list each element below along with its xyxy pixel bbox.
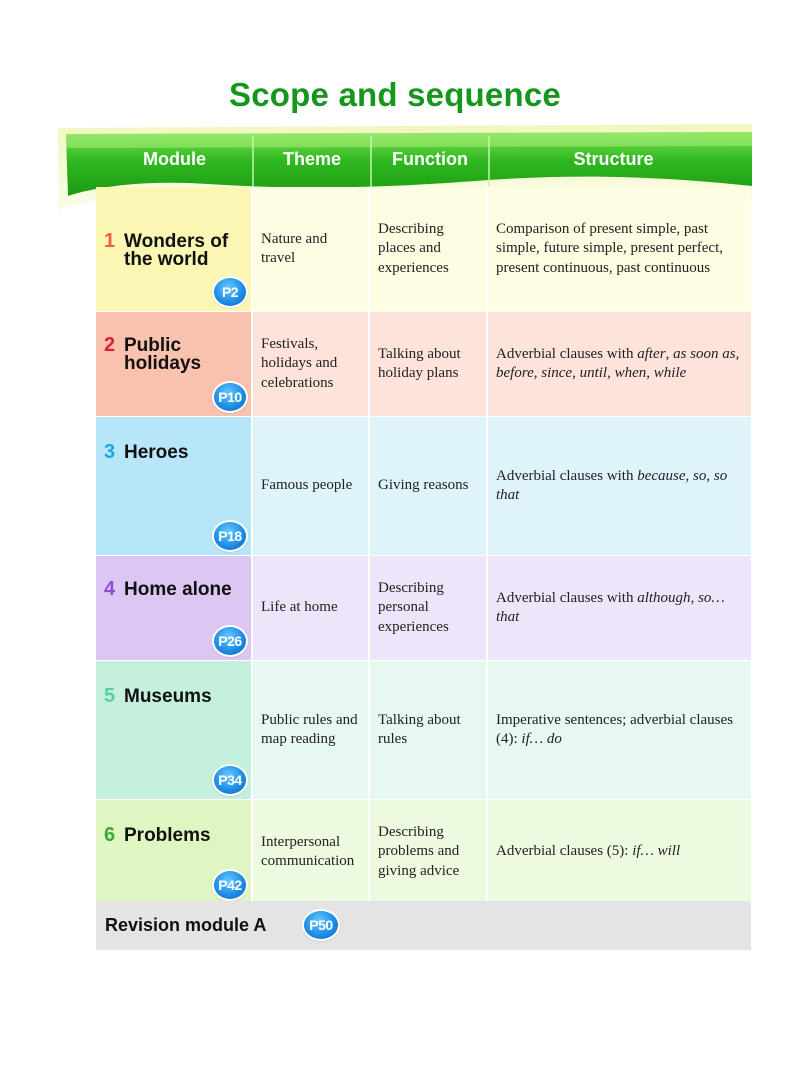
header-module: Module [143, 149, 206, 169]
structure-cell [488, 417, 751, 555]
page-title: Scope and sequence [229, 76, 561, 113]
structure-cell [488, 661, 751, 799]
structure-keyword: so [693, 467, 707, 484]
page-badge[interactable]: P50 [304, 911, 338, 939]
page-badge[interactable]: P26 [214, 627, 246, 655]
theme-cell: Famous people [253, 417, 370, 555]
table-row [96, 800, 751, 905]
structure-fragment: , [646, 365, 654, 381]
structure-fragment: Adverbial clauses with [496, 467, 638, 484]
structure-keyword: until [579, 365, 608, 381]
theme-cell: Life at home [253, 556, 370, 660]
header-structure: Structure [573, 149, 654, 169]
module-number: 6 [104, 824, 116, 846]
structure-fragment: Comparison of present simple, past simple, future simple, present perfect, present continuous, past continuous [496, 220, 724, 276]
function-cell: Talking about rules [370, 661, 488, 799]
structure-fragment: , [690, 589, 699, 606]
table-row [96, 661, 751, 800]
module-title: Museums [124, 686, 212, 707]
structure-keyword: when [614, 365, 647, 381]
structure-fragment: Imperative sentences; adverbial clauses (4): [496, 711, 733, 747]
function-cell: Describing problems and giving advice [370, 800, 488, 904]
module-cell [96, 556, 253, 660]
module-cell [96, 417, 253, 555]
module-cell [96, 661, 253, 799]
table-row [96, 417, 751, 556]
module-title: Wonders of the world [124, 231, 229, 270]
structure-text [496, 711, 745, 750]
structure-fragment: , [685, 467, 694, 484]
structure-keyword: while [653, 365, 687, 381]
structure-keyword: before [496, 365, 534, 381]
structure-text [496, 842, 680, 862]
module-cell [96, 187, 253, 311]
page-badge[interactable]: P42 [214, 871, 246, 899]
module-title: Home alone [124, 579, 232, 600]
structure-fragment: , [607, 365, 615, 381]
module-number: 1 [104, 230, 116, 252]
function-cell: Giving reasons [370, 417, 488, 555]
function-cell: Talking about holiday plans [370, 312, 488, 416]
structure-keyword: if… will [632, 843, 681, 860]
structure-fragment: , [572, 365, 580, 381]
theme-cell: Public rules and map reading [253, 661, 370, 799]
structure-fragment: Adverbial clauses with [496, 589, 638, 606]
module-number: 2 [104, 334, 116, 356]
structure-cell [488, 556, 751, 660]
module-number: 3 [104, 441, 116, 463]
function-cell: Describing personal experiences [370, 556, 488, 660]
structure-keyword: after [637, 345, 666, 362]
structure-fragment: , [706, 467, 714, 484]
module-cell [96, 800, 253, 904]
structure-text [496, 467, 745, 506]
page-badge[interactable]: P10 [214, 383, 246, 411]
function-cell: Describing places and experiences [370, 187, 488, 311]
structure-keyword: so… that [496, 589, 725, 625]
module-number: 4 [104, 578, 116, 600]
module-number: 5 [104, 685, 116, 707]
structure-cell [488, 187, 751, 311]
revision-label: Revision module A [105, 915, 267, 935]
structure-cell [488, 312, 751, 416]
structure-keyword: because [637, 467, 686, 484]
structure-keyword: so that [496, 467, 728, 503]
module-title: Heroes [124, 442, 189, 463]
structure-fragment: , [735, 345, 740, 362]
structure-text [496, 220, 745, 279]
header-function: Function [392, 149, 468, 169]
structure-fragment: Adverbial clauses with [496, 345, 638, 362]
page-badge[interactable]: P34 [214, 766, 246, 794]
scope-table [96, 187, 751, 905]
structure-cell [488, 800, 751, 904]
page-badge[interactable]: P18 [214, 522, 246, 550]
page-badge[interactable]: P2 [214, 278, 246, 306]
module-title: Public holidays [124, 335, 202, 374]
module-cell [96, 312, 253, 416]
structure-fragment: , [665, 345, 674, 362]
module-title: Problems [124, 825, 211, 846]
table-row [96, 187, 751, 312]
structure-fragment: , [533, 365, 542, 381]
theme-cell: Interpersonal communication [253, 800, 370, 904]
revision-row [96, 901, 751, 950]
header-theme: Theme [282, 149, 342, 169]
structure-keyword: although [637, 589, 691, 606]
structure-keyword: if… do [521, 731, 562, 747]
structure-text [496, 345, 745, 384]
theme-cell: Festivals, holidays and celebrations [253, 312, 370, 416]
structure-keyword: since [541, 365, 573, 381]
table-row [96, 556, 751, 661]
theme-cell: Nature and travel [253, 187, 370, 311]
table-row [96, 312, 751, 417]
structure-text [496, 589, 745, 628]
structure-fragment: Adverbial clauses (5): [496, 843, 633, 860]
structure-keyword: as soon as [673, 345, 736, 362]
